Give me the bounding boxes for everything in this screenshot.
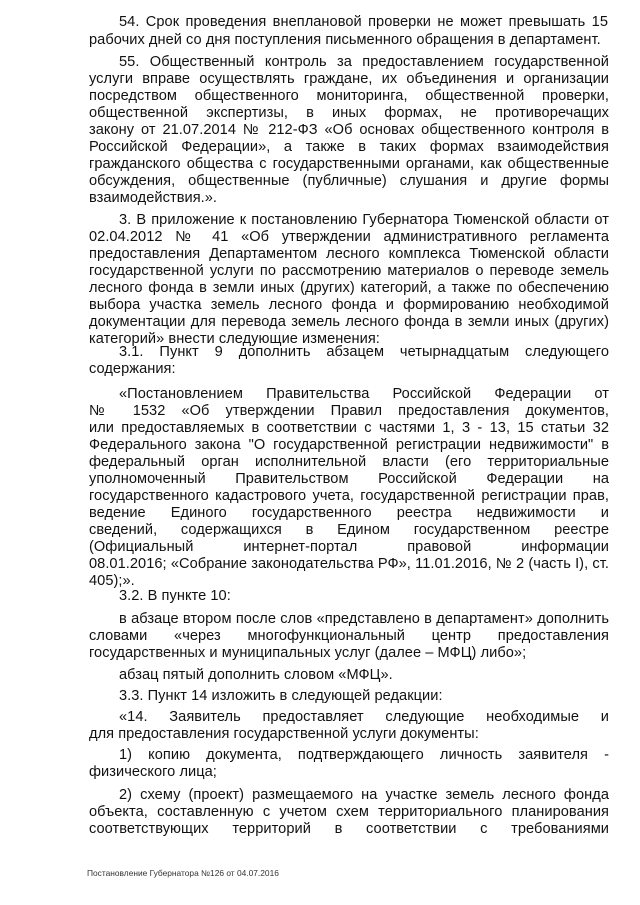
text-line: уполномоченный Правительством Российской Федерации на	[89, 471, 609, 487]
text-line: (Официальный интернет-портал правовой информации	[89, 539, 609, 555]
text-line: государственных и муниципальных услуг (далее – МФЦ) либо»;	[89, 645, 527, 661]
text-line: 55. Общественный контроль за предоставлением государственной	[119, 54, 609, 70]
text-line: 02.04.2012 № 41 «Об утверждении административного регламента	[89, 229, 609, 245]
text-line: взаимодействия.».	[89, 190, 218, 206]
text-line: 3.2. В пункте 10:	[119, 588, 231, 604]
text-line: федеральный орган исполнительной власти (его территориальные	[89, 454, 609, 470]
text-line: «14. Заявитель предоставляет следующие необходимые и	[119, 709, 609, 725]
text-line: «Постановлением Правительства Российской Федерации от	[119, 386, 609, 402]
text-line: для предоставления государственной услуги документы:	[89, 726, 479, 742]
text-line: категорий» внести следующие изменения:	[89, 331, 380, 347]
text-line: 08.01.2016; «Собрание законодательства РФ», 11.01.2016, № 2 (часть I), ст.	[89, 556, 609, 572]
text-line: государственной услуги по рассмотрению материалов о переводе земель	[89, 263, 609, 279]
text-line: 54. Срок проведения внеплановой проверки не может превышать 15	[119, 14, 608, 30]
text-line: содержания:	[89, 361, 176, 377]
text-line: словами «через многофункциональный центр предоставления	[89, 628, 609, 644]
text-line: 405);».	[89, 573, 135, 589]
text-line: сведений, содержащихся в Едином государственном реестре	[89, 522, 609, 538]
page-footer: Постановление Губернатора №126 от 04.07.2016	[87, 868, 279, 878]
text-line: рабочих дней со дня поступления письменного обращения в департамент.	[89, 32, 601, 48]
text-line: выбора участка земель лесного фонда и формированию необходимой	[89, 297, 609, 313]
text-line: 2) схему (проект) размещаемого на участке земель лесного фонда	[119, 787, 609, 803]
text-line: 3.1. Пункт 9 дополнить абзацем четырнадцатым следующего	[119, 344, 609, 360]
text-line: 3.3. Пункт 14 изложить в следующей редакции:	[119, 688, 443, 704]
text-line: документации для перевода земель лесного фонда в земли иных (других)	[89, 314, 609, 330]
text-line: предоставления Департаментом лесного комплекса Тюменской области	[89, 246, 609, 262]
text-line: в абзаце втором после слов «представлено в департамент» дополнить	[119, 611, 609, 627]
text-line: государственного кадастрового учета, государственной регистрации прав,	[89, 488, 609, 504]
text-line: абзац пятый дополнить словом «МФЦ».	[119, 667, 393, 683]
text-line: физического лица;	[89, 764, 217, 780]
text-line: закону от 21.07.2014 № 212-ФЗ «Об основах общественного контроля в	[89, 122, 609, 138]
text-line: гражданского общества с государственными органами, как общественные	[89, 156, 609, 172]
text-line: лесного фонда в земли иных (других) категорий, а также по обеспечению	[89, 280, 609, 296]
text-line: Федерального закона "О государственной регистрации недвижимости" в	[89, 437, 609, 453]
text-line: Российской Федерации», а также в таких формах взаимодействия	[89, 139, 609, 155]
text-line: услуги вправе осуществлять граждане, их объединения и организации	[89, 71, 609, 87]
text-line: обсуждения, общественные (публичные) слушания и другие формы	[89, 173, 609, 189]
text-line: соответствующих территорий в соответствии с требованиями	[89, 821, 609, 837]
text-line: общественной экспертизы, в иных формах, не противоречащих	[89, 105, 609, 121]
text-line: ведение Единого государственного реестра недвижимости и	[89, 505, 609, 521]
text-line: 1) копию документа, подтверждающего личность заявителя -	[119, 747, 609, 763]
text-line: посредством общественного мониторинга, общественной проверки,	[89, 88, 609, 104]
text-line: объекта, составленную с учетом схем территориального планирования	[89, 804, 609, 820]
text-line: № 1532 «Об утверждении Правил предоставления документов,	[89, 403, 609, 419]
text-line: 3. В приложение к постановлению Губернатора Тюменской области от	[119, 212, 609, 228]
text-line: или предоставляемых в соответствии с частями 1, 3 - 13, 15 статьи 32	[89, 420, 609, 436]
